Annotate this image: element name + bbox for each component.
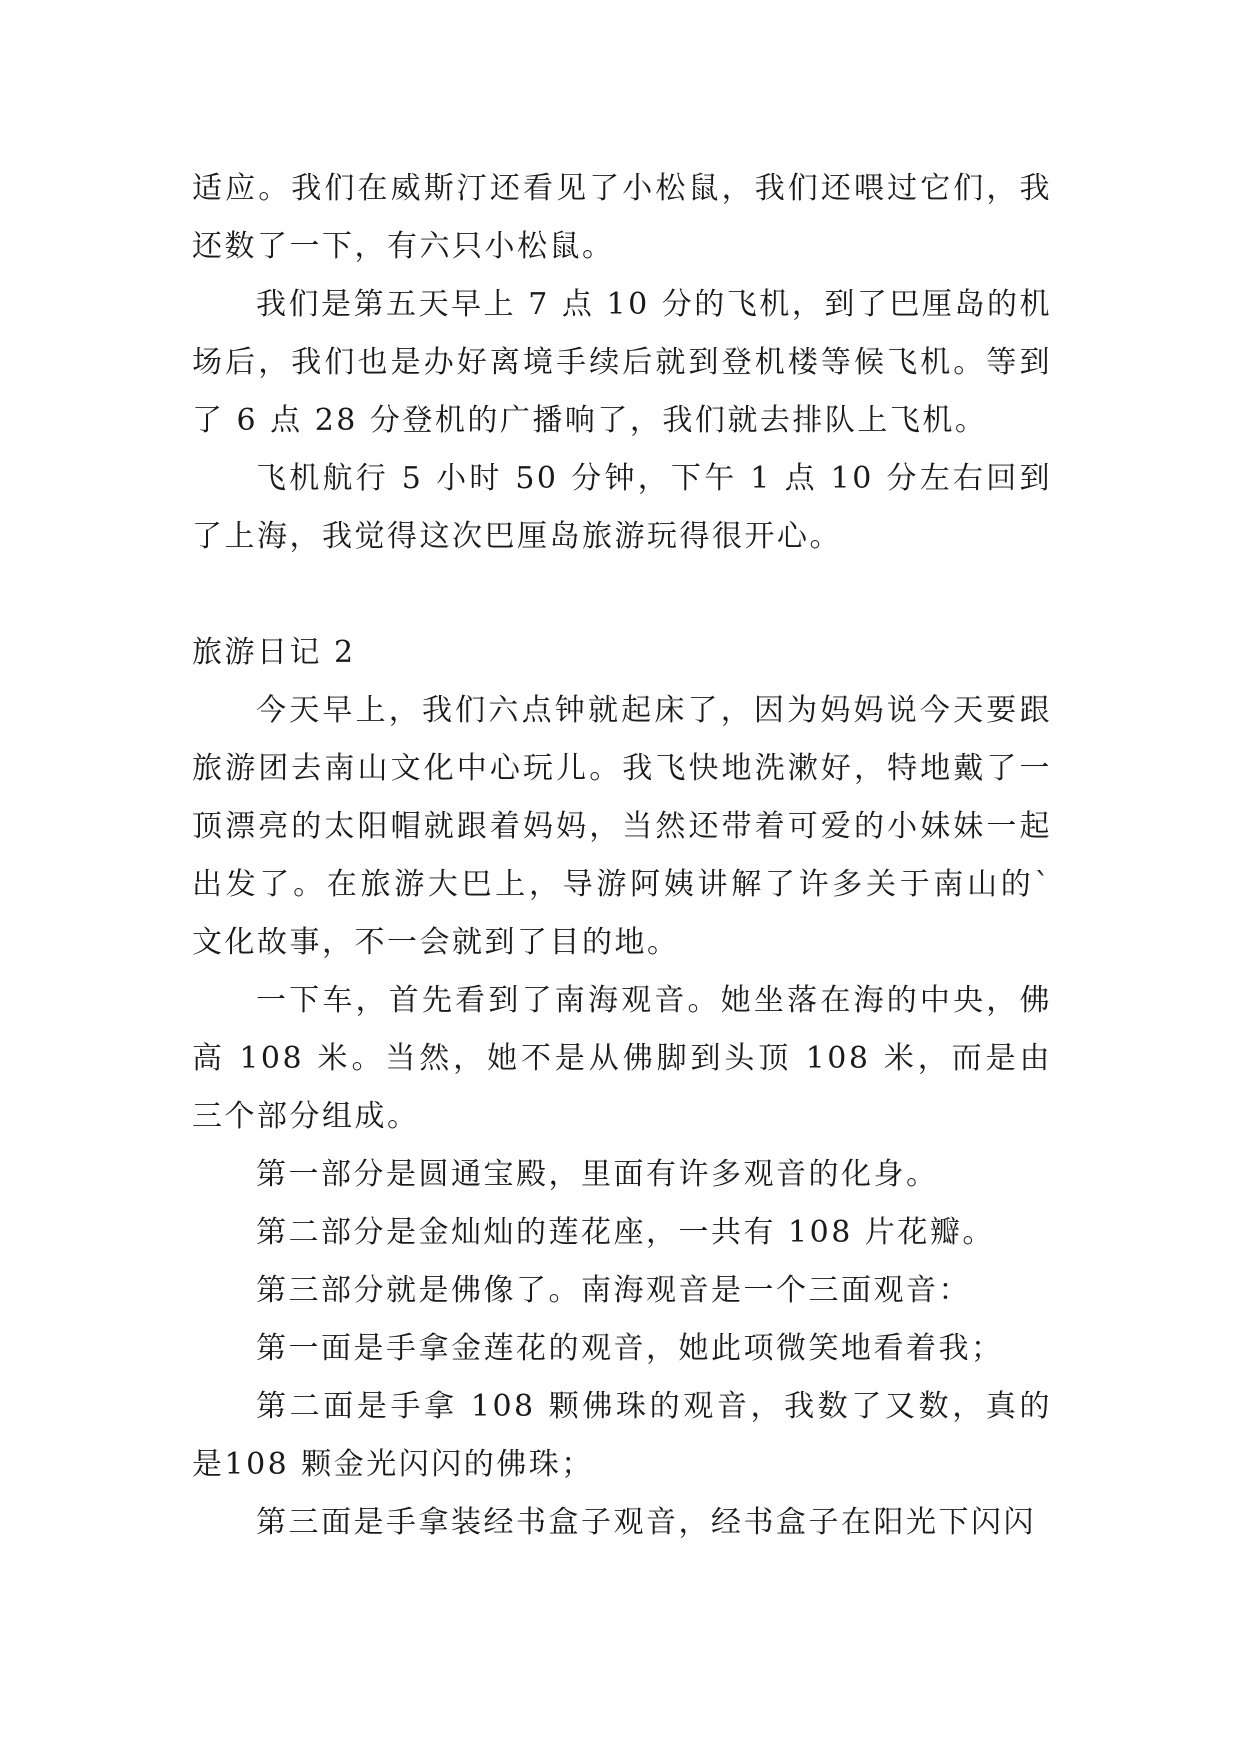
- paragraph: 第三面是手拿装经书盒子观音，经书盒子在阳光下闪闪: [256, 1505, 1036, 1540]
- document-page: [192, 160, 1052, 1552]
- paragraph: 第二部分是金灿灿的莲花座，一共有 108 片花瓣。: [256, 1215, 995, 1250]
- paragraph: 我们是第五天早上 7 点 10 分的飞机，到了巴厘岛的机场后，我们也是办好离境手续后就到登机楼等候飞机。等到了 6 点 28 分登机的广播响了，我们就去排队上飞机。: [192, 287, 1052, 438]
- paragraph: 第一部分是圆通宝殿，里面有许多观音的化身。: [256, 1157, 939, 1192]
- paragraph: 第二面是手拿 108 颗佛珠的观音，我数了又数，真的是108 颗金光闪闪的佛珠；: [192, 1389, 1052, 1482]
- paragraph: 今天早上，我们六点钟就起床了，因为妈妈说今天要跟旅游团去南山文化中心玩儿。我飞快地洗漱好，特地戴了一顶漂亮的太阳帽就跟着妈妈，当然还带着可爱的小妹妹一起出发了。在旅游大巴上，导游阿姨讲解了许多关于南山的`文化故事，不一会就到了目的地。: [192, 693, 1052, 960]
- paragraph: 第三部分就是佛像了。南海观音是一个三面观音：: [256, 1273, 971, 1308]
- paragraph: 一下车，首先看到了南海观音。她坐落在海的中央，佛高 108 米。当然，她不是从佛脚到头顶 108 米，而是由三个部分组成。: [192, 983, 1052, 1134]
- paragraph: 第一面是手拿金莲花的观音，她此项微笑地看着我；: [256, 1331, 1004, 1366]
- paragraph: 飞机航行 5 小时 50 分钟，下午 1 点 10 分左右回到了上海，我觉得这次巴厘岛旅游玩得很开心。: [192, 461, 1052, 554]
- paragraph: 适应。我们在威斯汀还看见了小松鼠，我们还喂过它们，我还数了一下，有六只小松鼠。: [192, 171, 1052, 264]
- section-title: 旅游日记 2: [192, 635, 356, 670]
